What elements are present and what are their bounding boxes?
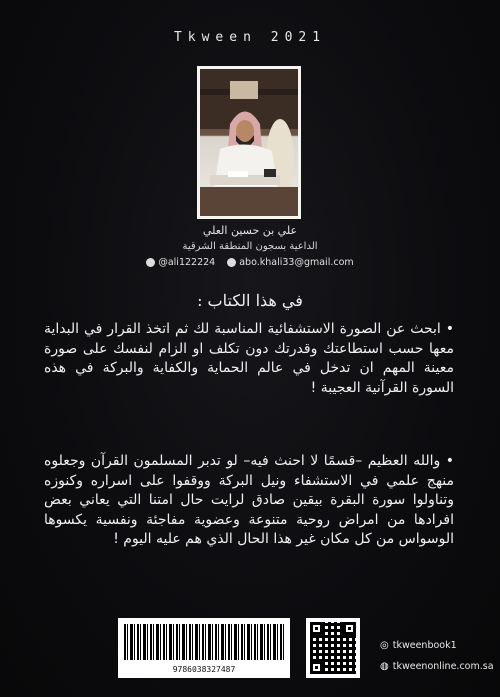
website-row[interactable] xyxy=(380,661,498,672)
publisher-brand: Tkween 2021 xyxy=(173,30,327,45)
qr-eye-bottom-left xyxy=(310,661,323,674)
barcode-bars xyxy=(124,624,284,660)
publisher-social xyxy=(380,640,498,682)
author-name: علي بن حسين العلي xyxy=(202,224,298,237)
twitter-icon xyxy=(146,258,155,267)
barcode xyxy=(118,618,290,678)
twitter-contact[interactable] xyxy=(146,257,215,268)
qr-pattern xyxy=(310,622,356,674)
author-portrait-illustration xyxy=(200,69,298,216)
email-address: abo.khali33@gmail.com xyxy=(239,257,354,268)
qr-eye-top-left xyxy=(310,622,323,635)
qr-code[interactable] xyxy=(306,618,360,678)
twitter-handle: @ali122224 xyxy=(158,257,216,268)
section-title: في هذا الكتاب : xyxy=(197,291,303,310)
qr-eye-top-right xyxy=(343,622,356,635)
author-title: الداعية بسجون المنطقة الشرقية xyxy=(182,241,318,252)
paragraph-2: • والله العظيم –قسمًا لا احنث فيه– لو تدبر المسلمون القرآن وجعلوه منهج علمي في الاستشفاء ونيل البركة ووقفوا على اسراره وكنوزه وتناولوا سورة البقرة بيقين صادق لرايت حال امتنا التي يعاني بعض افرادها من امراض روحية متنوعة وعضوية مفاجئة ونفسية يكسوها الوسواس من كل مكان غير هذا الحال الذي هم عليه اليوم ! xyxy=(44,453,454,547)
instagram-icon: ◎ xyxy=(380,640,389,651)
paragraph-1: • ابحث عن الصورة الاستشفائية المناسبة لك ثم اتخذ القرار في البداية معها حسب استطاعتك وقدرتك دون تكلف او الزام لنفسك على صورة معينة المهم ان تدخل في عالم الحماية والكفاية والبركة في هذه السورة القرآنية العجيبة ! xyxy=(44,321,454,396)
globe-icon: ◍ xyxy=(380,661,389,672)
email-contact[interactable] xyxy=(227,257,353,268)
instagram-row[interactable] xyxy=(380,640,498,651)
author-contacts xyxy=(0,257,500,268)
author-photo xyxy=(197,66,301,219)
instagram-handle: tkweenbook1 xyxy=(392,640,457,651)
isbn-number: 9786038327487 xyxy=(172,665,236,674)
email-icon xyxy=(227,258,236,267)
website-url: tkweenonline.com.sa xyxy=(392,661,494,672)
